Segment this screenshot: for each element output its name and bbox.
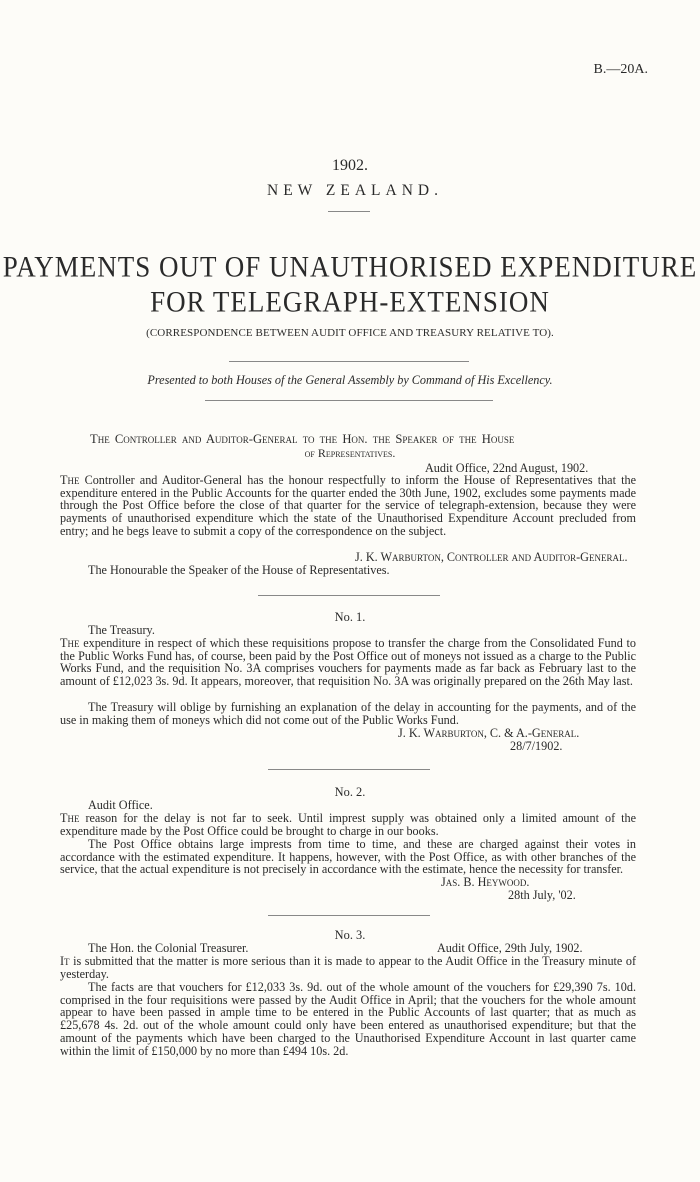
rule-letter0 [258,595,440,596]
no3-heading: No. 3. [334,928,366,942]
document-subtitle: (CORRESPONDENCE BETWEEN AUDIT OFFICE AND TREASURY RELATIVE TO). [146,327,554,339]
letter-signature: J. K. Warburton, Controller and Auditor-General. [355,550,628,564]
no1-signature: J. K. Warburton, C. & A.-General. [398,726,580,740]
no1-date: 28/7/1902. [510,739,563,753]
no2-body1-text: reason for the delay is not far to seek. Until imprest supply was obtained only a limited amount of the expenditure made by the Post Office could be brought to charge in our books. [60,811,636,838]
no3-body2: The facts are that vouchers for £12,033 3s. 9d. out of the whole amount of the vouchers for £29,390 7s. 10d. comprised in the four requisitions were passed by the Audit Office in April; that the vouchers for the whole amount appear to have been passed in ample time to be entered in the Public Accounts of last quarter; that as much as £25,678 4s. 2d. out of the whole amount could only have been entered as unauthorised expenditure; but that the amount of the payments which have been charged to the Unauthorised Expenditure Account in last quarter came within the limit of £150,000 by no more than £494 10s. 2d. [60,980,636,1058]
no2-lead-word: The [60,811,80,825]
no1-addressee: The Treasury. [88,623,155,637]
no1-lead-word: The [60,636,80,650]
country: NEW ZEALAND. [267,182,443,199]
rule-no1 [268,769,430,770]
letter-body-text: Controller and Auditor-General has the honour respectfully to inform the House of Representatives that the expenditure entered in the Public Accounts for the quarter ended the 30th June, 1902, excludes some payments made through the Post Office before the close of that quarter for the service of telegraph-extension, because they were payments of unauthorised expenditure which the state of the Unauthorised Expenditure Account precluded from entry; and he begs leave to submit a copy of the correspondence on the subject. [60,473,636,538]
no1-body1 [60,637,636,688]
letter-address-line2: of Representatives. [304,446,396,460]
no2-body2: The Post Office obtains large imprests from time to time, and these are charged against their votes in accordance with the estimated expenditure. It happens, however, with the Post Office, as with other branches of the service, that the actual expenditure is not precisely in accordance with the estimate, hence the necessity for transfer. [60,837,636,877]
letter-address-line1: The Controller and Auditor-General to the Hon. the Speaker of the House [90,432,515,446]
year: 1902. [332,157,368,174]
no2-date: 28th July, '02. [508,888,576,902]
no3-body1-text: is submitted that the matter is more serious than it is made to appear to the Audit Office in the Treasury minute of yesterday. [60,954,636,981]
no3-date: Audit Office, 29th July, 1902. [437,941,583,955]
presented-line: Presented to both Houses of the General Assembly by Command of His Excellency. [147,373,553,387]
no2-body1 [60,812,636,837]
no2-signature: Jas. B. Heywood. [441,875,530,889]
no3-body1 [60,955,636,980]
no3-lead-word: It [60,954,70,968]
page-reference: B.—20A. [593,62,648,77]
letter-recipient: The Honourable the Speaker of the House of Representatives. [88,563,390,577]
no3-addressee: The Hon. the Colonial Treasurer. [88,941,249,955]
no1-body2: The Treasury will oblige by furnishing an explanation of the delay in accounting for the payments, and of the use in making them of moneys which did not come out of the Public Works Fund. [60,700,636,727]
letter-lead-word: The [60,473,80,487]
no2-heading: No. 2. [334,785,366,799]
rule-no2 [268,915,430,916]
rule-below-presented [205,400,493,401]
no2-addressee: Audit Office. [88,798,153,812]
no1-heading: No. 1. [334,610,366,624]
document-title-line1: PAYMENTS OUT OF UNAUTHORISED EXPENDITURE [2,250,698,284]
letter-date: Audit Office, 22nd August, 1902. [425,461,589,475]
short-rule [328,211,370,212]
letter-body [60,474,636,538]
no1-body1-text: expenditure in respect of which these requisitions propose to transfer the charge from the Consolidated Fund to the Public Works Fund has, of course, been paid by the Post Office out of moneys not issued as a charge to the Public Works Fund, and the requisition No. 3A comprises vouchers for payments made as far back as February last to the amount of £12,023 3s. 9d. It appears, moreover, that requisition No. 3A was originally prepared on the 26th May last. [60,636,637,689]
document-title-line2: FOR TELEGRAPH-EXTENSION [150,285,550,319]
rule-above-presented [229,361,469,362]
